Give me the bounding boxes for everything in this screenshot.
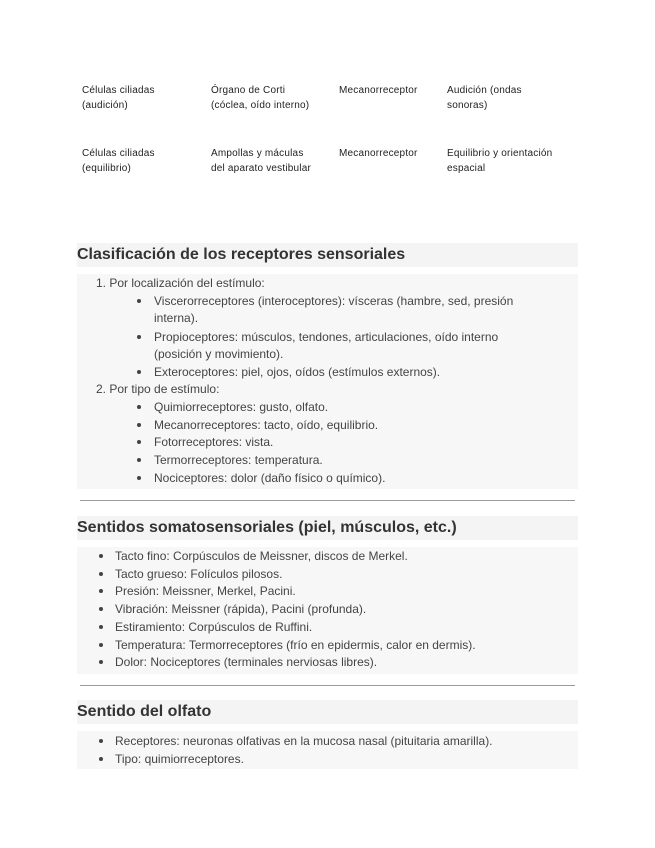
table-cell-funcion: Audición (ondas sonoras) [447, 85, 522, 111]
list-item: Presión: Meissner, Merkel, Pacini. [115, 584, 296, 598]
table-cell-funcion: Equilibrio y orientación espacial [447, 148, 553, 174]
table-cell-receptor: Células ciliadas (audición) [82, 85, 155, 111]
list-item: Mecanorreceptores: tacto, oído, equilibrio. [154, 418, 379, 432]
bullet-icon [99, 660, 103, 664]
bullet-icon [137, 405, 141, 409]
bullet-icon [99, 554, 103, 558]
section-heading-somatosensoriales: Sentidos somatosensoriales (piel, músculos, etc.) [77, 516, 578, 540]
list-item-tipo-estimulo: 2. Por tipo de estímulo: [96, 382, 220, 396]
section-heading-olfato: Sentido del olfato [77, 700, 578, 724]
list-item: Vibración: Meissner (rápida), Pacini (profunda). [115, 602, 367, 616]
list-item: Nociceptores: dolor (daño físico o químico). [154, 471, 386, 485]
bullet-icon [99, 739, 103, 743]
bullet-icon [137, 458, 141, 462]
table-cell-ubicacion: Ampollas y máculas del aparato vestibular [211, 148, 312, 174]
list-item: Termorreceptores: temperatura. [154, 453, 323, 467]
list-item-continuation: (posición y movimiento). [154, 347, 284, 361]
list-item: Dolor: Nociceptores (terminales nerviosas libres). [115, 655, 378, 669]
list-item: Tacto fino: Corpúsculos de Meissner, discos de Merkel. [115, 549, 408, 563]
divider [80, 685, 575, 686]
table-cell-ubicacion: Órgano de Corti (cóclea, oído interno) [211, 85, 310, 111]
section-heading-clasificacion: Clasificación de los receptores sensoriales [77, 243, 578, 267]
divider [80, 500, 575, 501]
bullet-icon [137, 476, 141, 480]
bullet-icon [137, 370, 141, 374]
bullet-icon [137, 440, 141, 444]
list-item: Tipo: quimiorreceptores. [115, 752, 244, 766]
table-cell-tipo: Mecanorreceptor [339, 148, 418, 159]
bullet-icon [137, 423, 141, 427]
list-item: Fotorreceptores: vista. [154, 435, 274, 449]
table-cell-receptor: Células ciliadas (equilibrio) [82, 148, 155, 174]
list-item: Receptores: neuronas olfativas en la mucosa nasal (pituitaria amarilla). [115, 734, 493, 748]
bullet-icon [99, 625, 103, 629]
list-item: Tacto grueso: Folículos pilosos. [115, 567, 283, 581]
list-item: Quimiorreceptores: gusto, olfato. [154, 400, 329, 414]
list-item: Estiramiento: Corpúsculos de Ruffini. [115, 620, 313, 634]
list-item-localizacion: 1. Por localización del estímulo: [96, 276, 265, 290]
bullet-icon [99, 589, 103, 593]
bullet-icon [137, 299, 141, 303]
table-cell-tipo: Mecanorreceptor [339, 85, 418, 96]
bullet-icon [99, 572, 103, 576]
list-item: Propioceptores: músculos, tendones, articulaciones, oído interno [154, 330, 499, 344]
list-item: Temperatura: Termorreceptores (frío en epidermis, calor en dermis). [115, 638, 476, 652]
bullet-icon [137, 335, 141, 339]
bullet-icon [99, 607, 103, 611]
bullet-icon [99, 757, 103, 761]
list-item: Exteroceptores: piel, ojos, oídos (estímulos externos). [154, 365, 441, 379]
bullet-icon [99, 643, 103, 647]
list-item: Viscerorreceptores (interoceptores): vísceras (hambre, sed, presión [154, 294, 514, 308]
list-item-continuation: interna). [154, 311, 199, 325]
